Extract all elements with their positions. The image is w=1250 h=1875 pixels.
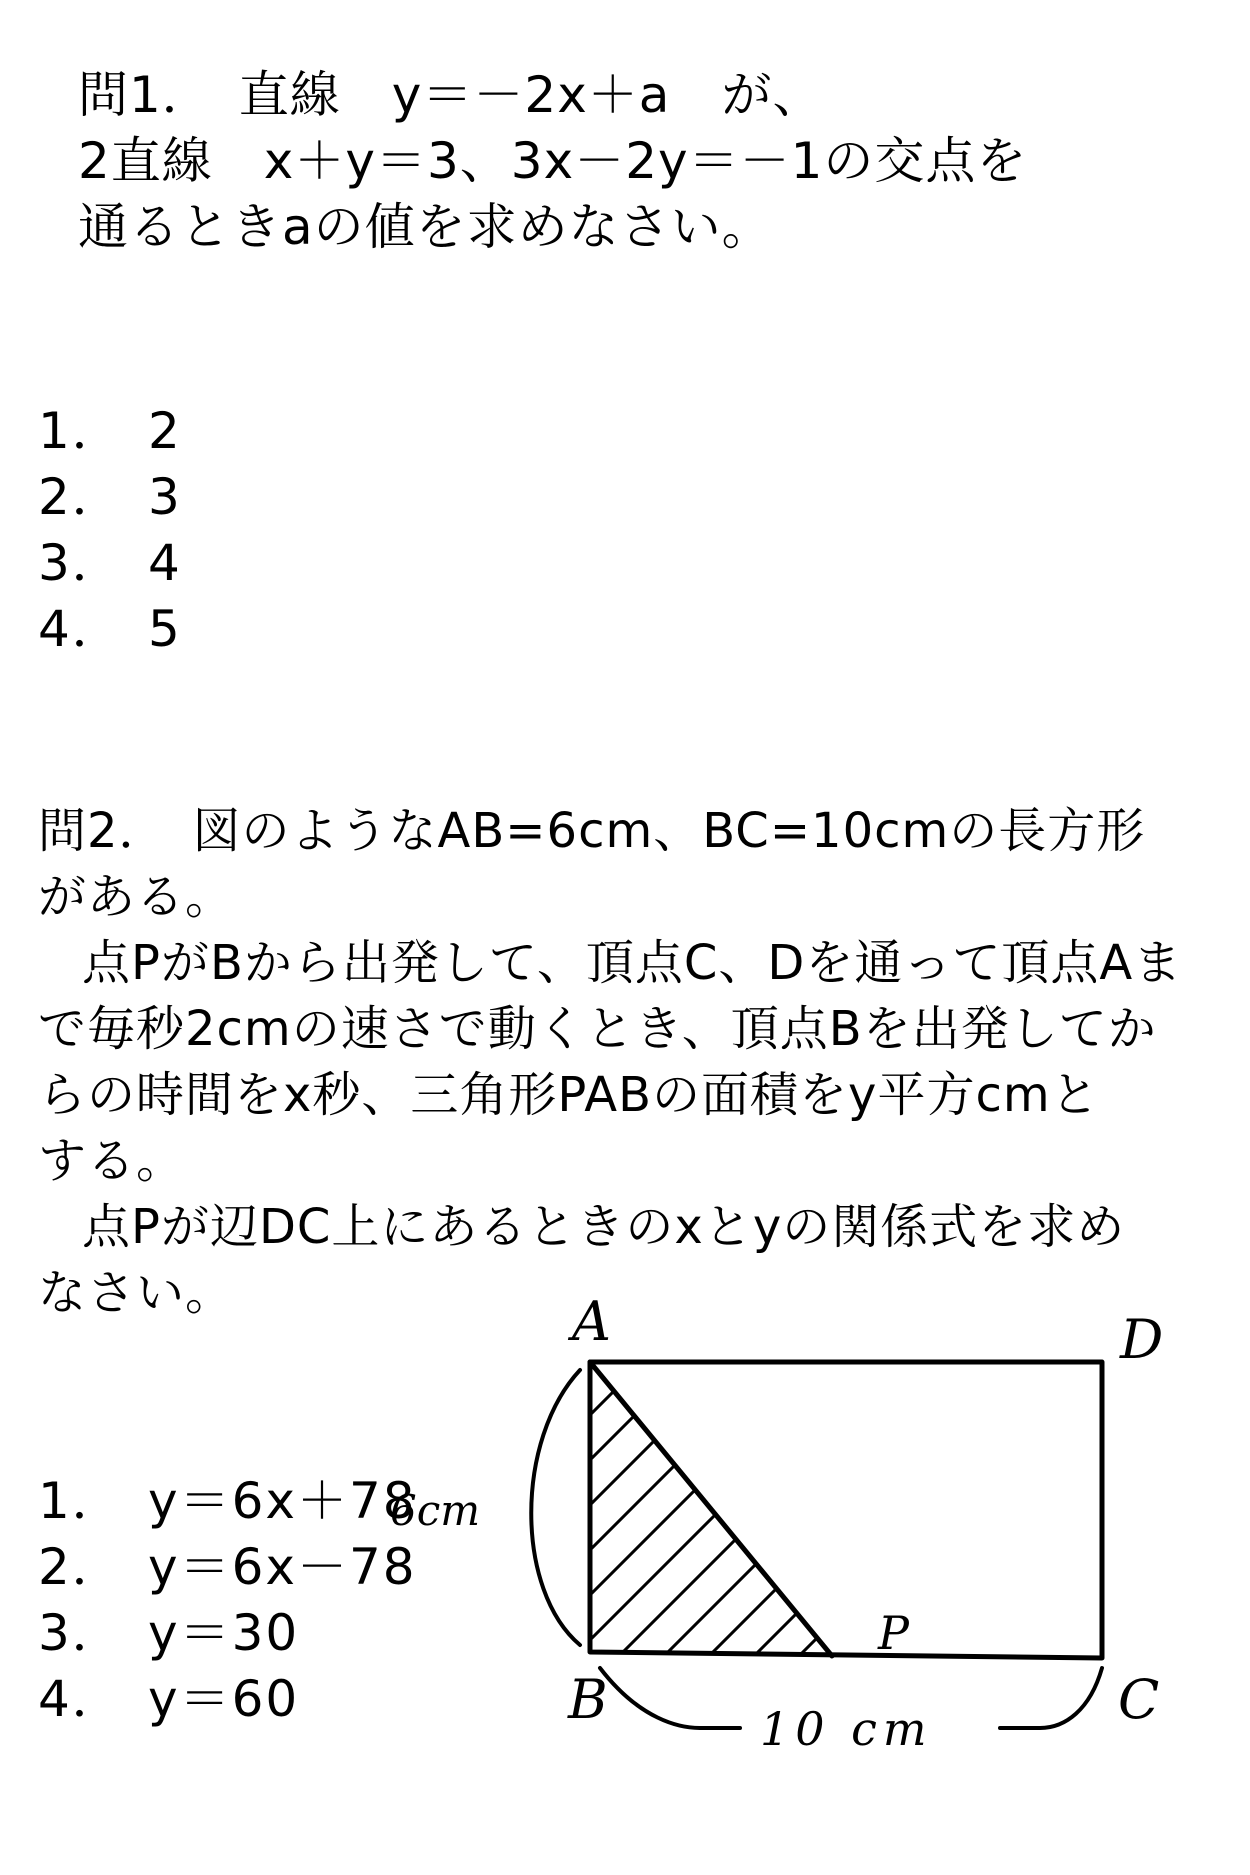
vertex-label-c: C <box>1118 1668 1160 1731</box>
choice-number: 2． <box>38 468 124 526</box>
question-1-line-3: 通るときaの値を求めなさい。 <box>78 198 773 256</box>
bc-dimension-arc-right <box>1000 1668 1102 1728</box>
choice-text: 2 <box>148 402 182 460</box>
ab-dimension-arc <box>531 1370 580 1645</box>
question-2-line-5: らの時間をx秒、三角形PABの面積をy平方cmと <box>38 1067 1100 1123</box>
question-2-line-8: なさい。 <box>38 1265 235 1321</box>
question-2-line-7: 点Pが辺DC上にあるときのxとyの関係式を求め <box>82 1199 1126 1255</box>
question-2-choice-4 <box>38 1666 417 1732</box>
choice-text: 5 <box>148 600 182 658</box>
point-label-p: P <box>878 1606 909 1660</box>
question-2-line-3: 点PがBから出発して、頂点C、Dを通って頂点Aま <box>82 935 1183 991</box>
choice-number: 3． <box>38 1604 124 1662</box>
choice-number: 1． <box>38 1472 124 1530</box>
question-2-choice-2 <box>38 1534 417 1600</box>
vertex-label-d: D <box>1120 1308 1164 1371</box>
question-1-choice-3 <box>38 530 182 596</box>
question-2-line-1: 問2． 図のようなAB=6cm、BC=10cmの長方形 <box>38 803 1146 859</box>
choice-text: 4 <box>148 534 182 592</box>
choice-text: y＝6x＋78 <box>148 1472 417 1530</box>
choice-number: 4． <box>38 1670 124 1728</box>
choice-number: 1． <box>38 402 124 460</box>
question-1-choices <box>38 398 182 662</box>
rectangle-outline <box>590 1362 1102 1658</box>
choice-number: 2． <box>38 1538 124 1596</box>
choice-text: y＝6x－78 <box>148 1538 417 1596</box>
choice-number: 3． <box>38 534 124 592</box>
question-2-choice-3 <box>38 1600 417 1666</box>
question-2-choice-1 <box>38 1468 417 1534</box>
question-2-line-6: する。 <box>38 1133 186 1189</box>
bc-dimension-arc-left <box>600 1668 700 1728</box>
question-1-line-1: 問1． 直線 y＝－2x＋a が、 <box>78 66 824 124</box>
question-2 <box>38 798 1208 1326</box>
question-2-choices <box>38 1468 417 1732</box>
rectangle-diagram <box>440 1290 1220 1870</box>
side-bc-length-label: 10 cm <box>760 1702 933 1756</box>
question-2-line-4: で毎秒2cmの速さで動くとき、頂点Bを出発してか <box>38 1001 1157 1057</box>
question-1-choice-2 <box>38 464 182 530</box>
question-1-line-2: 2直線 x＋y＝3、3x－2y＝－1の交点を <box>78 132 1028 190</box>
side-ab-length-label: 6cm <box>390 1486 481 1535</box>
question-2-line-2: がある。 <box>38 869 235 925</box>
triangle-hatching <box>585 1360 915 1665</box>
choice-text: 3 <box>148 468 182 526</box>
vertex-label-b: B <box>568 1668 608 1731</box>
rectangle-figure <box>390 1290 1220 1870</box>
choice-text: y＝30 <box>148 1604 300 1662</box>
question-1-choice-1 <box>38 398 182 464</box>
choice-text: y＝60 <box>148 1670 300 1728</box>
question-1-choice-4 <box>38 596 182 662</box>
segment-ap <box>590 1362 832 1656</box>
choice-number: 4． <box>38 600 124 658</box>
vertex-label-a: A <box>572 1290 611 1353</box>
question-1 <box>78 62 1198 260</box>
